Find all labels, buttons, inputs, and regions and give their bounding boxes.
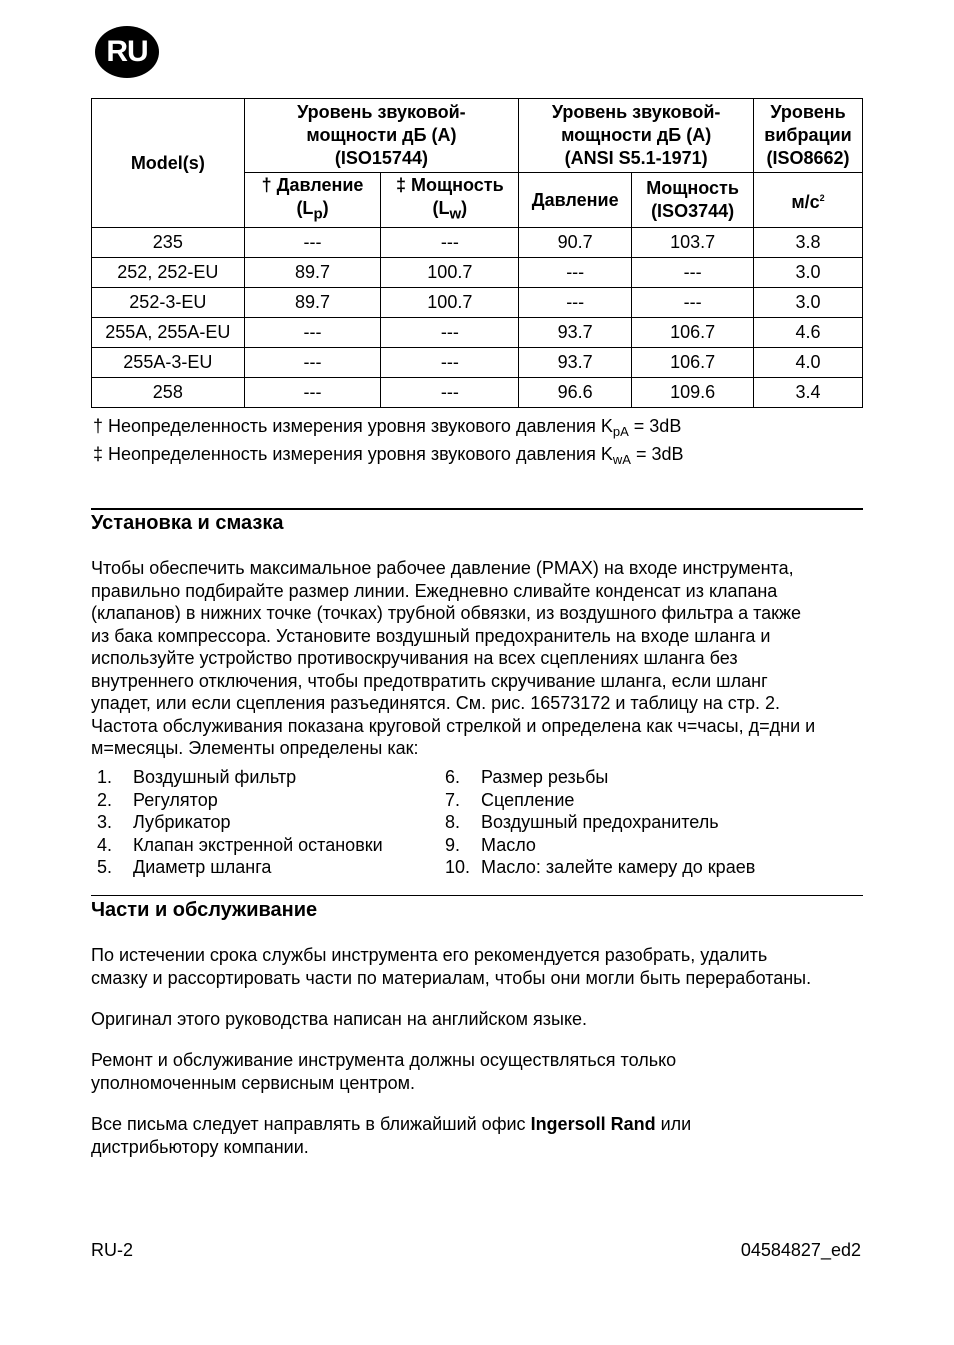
- table-footnotes: [93, 413, 683, 469]
- table-cell: 235: [92, 228, 245, 258]
- parts-paragraph-original: Оригинал этого руководства написан на английском языке.: [91, 1009, 588, 1029]
- list-item: 10. Масло: залейте камеру до краев: [445, 857, 756, 877]
- table-cell: 258: [92, 378, 245, 408]
- brand-name: Ingersoll Rand: [530, 1114, 656, 1134]
- table-cell: 252, 252-EU: [92, 258, 245, 288]
- parts-paragraph-service: Ремонт и обслуживание инструмента должны осуществляться только уполномоченным сервисным центром.: [91, 1050, 677, 1093]
- table-cell: ---: [244, 228, 381, 258]
- table-cell: ---: [244, 348, 381, 378]
- subheader-unit-ms2: $м/с^2$: [754, 173, 863, 228]
- table-cell: 90.7: [519, 228, 632, 258]
- table-cell: ---: [244, 318, 381, 348]
- subheader-power-iso3744: Мощность (ISO3744): [632, 173, 754, 228]
- table-cell: 255A-3-EU: [92, 348, 245, 378]
- table-cell: 89.7: [244, 288, 381, 318]
- table-cell: 4.6: [754, 318, 863, 348]
- header-vibration: Уровень вибрации (ISO8662): [754, 99, 863, 173]
- table-row: [92, 378, 863, 408]
- specs-table-body: [92, 228, 863, 408]
- table-cell: ---: [381, 378, 519, 408]
- table-cell: 89.7: [244, 258, 381, 288]
- table-row: [92, 348, 863, 378]
- installation-paragraph: Чтобы обеспечить максимальное рабочее давление (PMAX) на входе инструмента, правильно подбирайте размер линии. Ежедневно сливайте конденсат из клапана (клапанов) в нижних точке (точках) трубной обвязки, из воздушного фильтра а также из бака компрессора. Установите воздушный предохранитель на входе шланга и используйте устройство противоскручивания на всех сцеплениях шланга без внутреннего отключения, чтобы предотвратить скручивание шланга, если шланг упадет, или если сцепления разъединятся. См. рис. 16573172 и таблицу на стр. 2. Частота обслуживания показана круговой стрелкой и определена как ч=часы, д=дни и м=месяцы. Элементы определены как:: [91, 558, 816, 758]
- section-divider: [91, 895, 863, 896]
- elements-list-right: [445, 766, 755, 879]
- section-title-installation: Установка и смазка: [91, 512, 284, 534]
- document-code: 04584827_ed2: [740, 1240, 861, 1260]
- list-item: 6. Размер резьбы: [445, 767, 609, 787]
- table-cell: 106.7: [632, 348, 754, 378]
- table-cell: 96.6: [519, 378, 632, 408]
- header-iso15744: Уровень звуковой- мощности дБ (А) (ISO15744): [244, 99, 519, 173]
- table-row: [92, 318, 863, 348]
- list-item: 8. Воздушный предохранитель: [445, 812, 719, 832]
- list-item: 7. Сцепление: [445, 789, 575, 810]
- list-item: 1. Воздушный фильтр: [97, 767, 297, 787]
- table-cell: 252-3-EU: [92, 288, 245, 318]
- table-row: [92, 258, 863, 288]
- table-cell: ---: [381, 228, 519, 258]
- table-cell: 3.8: [754, 228, 863, 258]
- subheader-power-lw: ‡ Мощность $(L_w)$: [381, 173, 519, 228]
- footnote-double-dagger: ‡ Неопределенность измерения уровня звукового давления $K_{wA} = 3dB$: [93, 444, 684, 467]
- table-cell: ---: [244, 378, 381, 408]
- list-item: 4. Клапан экстренной остановки: [97, 834, 383, 855]
- table-cell: ---: [632, 258, 754, 288]
- table-cell: 3.0: [754, 258, 863, 288]
- table-cell: 3.0: [754, 288, 863, 318]
- header-models: Model(s): [92, 99, 245, 228]
- table-row: [92, 288, 863, 318]
- list-item: 5. Диаметр шланга: [97, 857, 272, 877]
- list-item: 9. Масло: [445, 834, 536, 855]
- language-badge: RU: [95, 26, 159, 78]
- table-cell: 93.7: [519, 318, 632, 348]
- header-ansi: Уровень звуковой- мощности дБ (А) (ANSI S5.1-1971): [519, 99, 754, 173]
- table-cell: 3.4: [754, 378, 863, 408]
- table-cell: 93.7: [519, 348, 632, 378]
- table-cell: 100.7: [381, 288, 519, 318]
- table-cell: 255A, 255A-EU: [92, 318, 245, 348]
- footnote-dagger: † Неопределенность измерения уровня звукового давления $K_{pA} = 3dB$: [93, 416, 682, 439]
- list-item: 2. Регулятор: [97, 789, 218, 810]
- table-cell: ---: [519, 258, 632, 288]
- page-number: RU-2: [91, 1240, 134, 1260]
- table-cell: 4.0: [754, 348, 863, 378]
- parts-paragraph-contact: Все письма следует направлять в ближайший офис Ingersoll Rand или дистрибьютору компании.: [91, 1114, 692, 1157]
- table-row: [92, 228, 863, 258]
- subheader-pressure-lp: † Давление $(L_p)$: [244, 173, 381, 228]
- table-cell: 106.7: [632, 318, 754, 348]
- subheader-pressure: Давление: [519, 173, 632, 228]
- table-cell: ---: [381, 318, 519, 348]
- section-title-parts: Части и обслуживание: [91, 899, 318, 921]
- table-cell: ---: [381, 348, 519, 378]
- table-cell: 103.7: [632, 228, 754, 258]
- list-item: 3. Лубрикатор: [97, 812, 231, 832]
- table-cell: ---: [519, 288, 632, 318]
- table-cell: 100.7: [381, 258, 519, 288]
- elements-list-left: [91, 766, 383, 879]
- section-divider: [91, 508, 863, 510]
- specs-table: [91, 98, 863, 408]
- table-cell: ---: [632, 288, 754, 318]
- parts-paragraph-recycling: По истечении срока службы инструмента его рекомендуется разобрать, удалить смазку и рассортировать части по материалам, чтобы они могли быть переработаны.: [91, 945, 812, 988]
- table-cell: 109.6: [632, 378, 754, 408]
